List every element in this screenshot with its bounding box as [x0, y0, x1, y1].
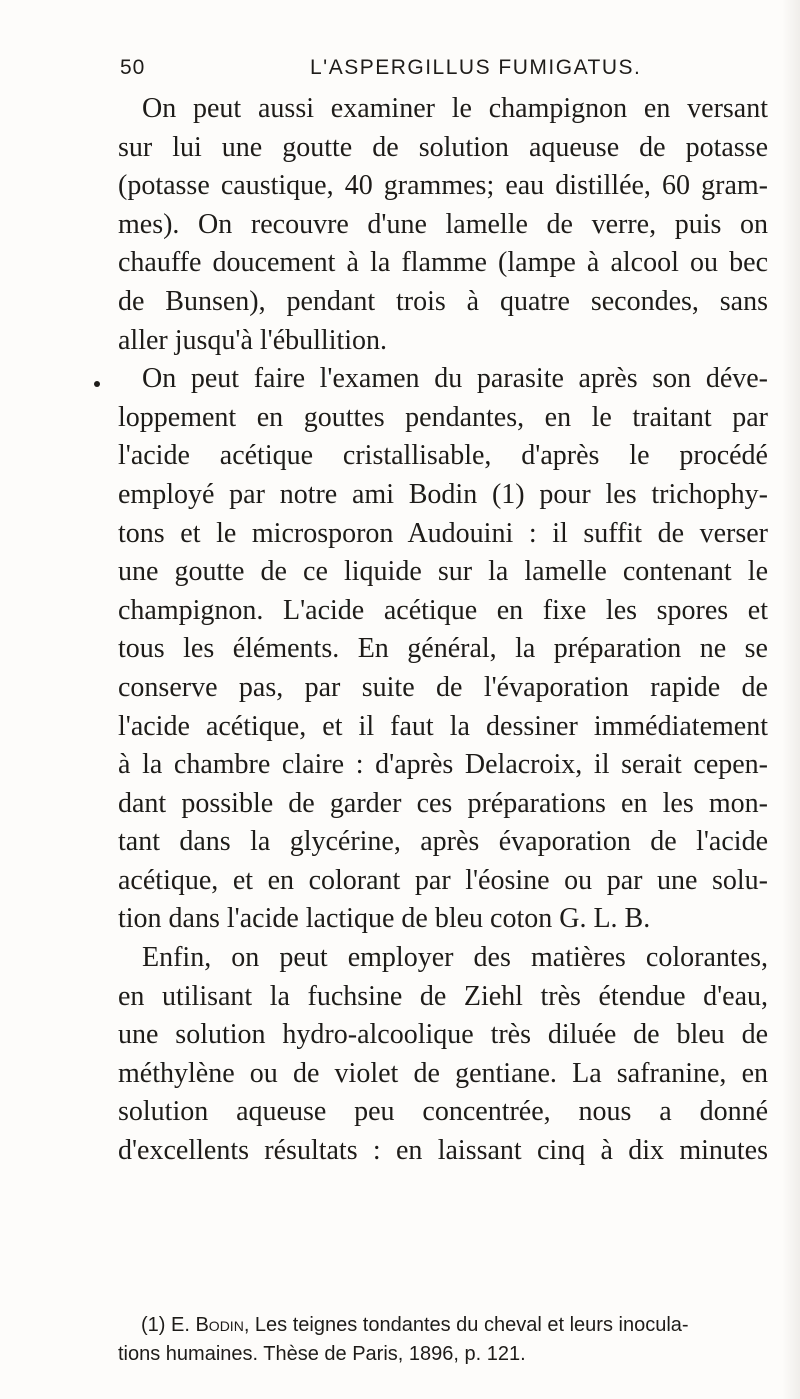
text-line: acétique, et en colorant par l'éosine ou par une solu-: [118, 864, 768, 896]
text-line: dant possible de garder ces préparations en les mon-: [118, 787, 768, 819]
text-line: loppement en gouttes pendantes, en le traitant par: [118, 401, 768, 433]
text-line: d'excellents résultats : en laissant cinq à dix minutes: [118, 1135, 768, 1167]
text-line: méthylène ou de violet de gentiane. La safranine, en: [118, 1057, 768, 1089]
text-line: de Bunsen), pendant trois à quatre secondes, sans: [118, 285, 768, 317]
text-line: l'acide acétique, et il faut la dessiner immédiatement: [118, 710, 768, 742]
running-title: L'ASPERGILLUS FUMIGATUS.: [310, 56, 642, 79]
footnote-citation: , Les teignes tondantes du cheval et leurs inocula-: [243, 1314, 689, 1336]
text-line: tant dans la glycérine, après évaporation de l'acide: [118, 826, 768, 858]
text-line: une goutte de ce liquide sur la lamelle contenant le: [118, 556, 768, 588]
text-line: sur lui une goutte de solution aqueuse de potasse: [118, 131, 768, 163]
text-line: mes). On recouvre d'une lamelle de verre, puis on: [118, 208, 768, 240]
footnote-line: [118, 1311, 758, 1340]
footnote-author: Bodin: [195, 1314, 244, 1336]
text-line: (potasse caustique, 40 grammes; eau distillée, 60 gram-: [118, 170, 768, 202]
text-line: employé par notre ami Bodin (1) pour les trichophy-: [118, 478, 768, 510]
footnote-line: tions humaines. Thèse de Paris, 1896, p. 121.: [118, 1343, 526, 1365]
text-line: chauffe doucement à la flamme (lampe à alcool ou bec: [118, 247, 768, 279]
text-line: tous les éléments. En général, la préparation ne se: [118, 633, 768, 665]
page-header: [120, 56, 760, 86]
text-line: à la chambre claire : d'après Delacroix, il serait cepen-: [118, 749, 768, 781]
text-line: aller jusqu'à l'ébullition.: [118, 324, 388, 356]
margin-mark: [94, 381, 100, 387]
text-line: champignon. L'acide acétique en fixe les spores et: [118, 594, 768, 626]
page-edge-shadow: [782, 0, 800, 1399]
text-line: On peut aussi examiner le champignon en versant: [142, 93, 768, 124]
page-number: 50: [120, 56, 146, 79]
text-line: en utilisant la fuchsine de Ziehl très étendue d'eau,: [118, 980, 768, 1012]
text-line: Enfin, on peut employer des matières colorantes,: [142, 942, 768, 974]
text-line: tons et le microsporon Audouini : il suffit de verser: [118, 517, 768, 549]
footnote-marker: (1) E.: [141, 1314, 190, 1336]
text-line: tion dans l'acide lactique de bleu coton G. L. B.: [118, 903, 651, 935]
text-line: solution aqueuse peu concentrée, nous a donné: [118, 1096, 768, 1128]
text-line: une solution hydro-alcoolique très diluée de bleu de: [118, 1019, 768, 1051]
text-line: On peut faire l'examen du parasite après son déve-: [142, 363, 768, 395]
text-line: l'acide acétique cristallisable, d'après le procédé: [118, 440, 768, 472]
body-text: [118, 90, 768, 1171]
footnote: [118, 1311, 758, 1369]
text-line: conserve pas, par suite de l'évaporation rapide de: [118, 671, 768, 703]
